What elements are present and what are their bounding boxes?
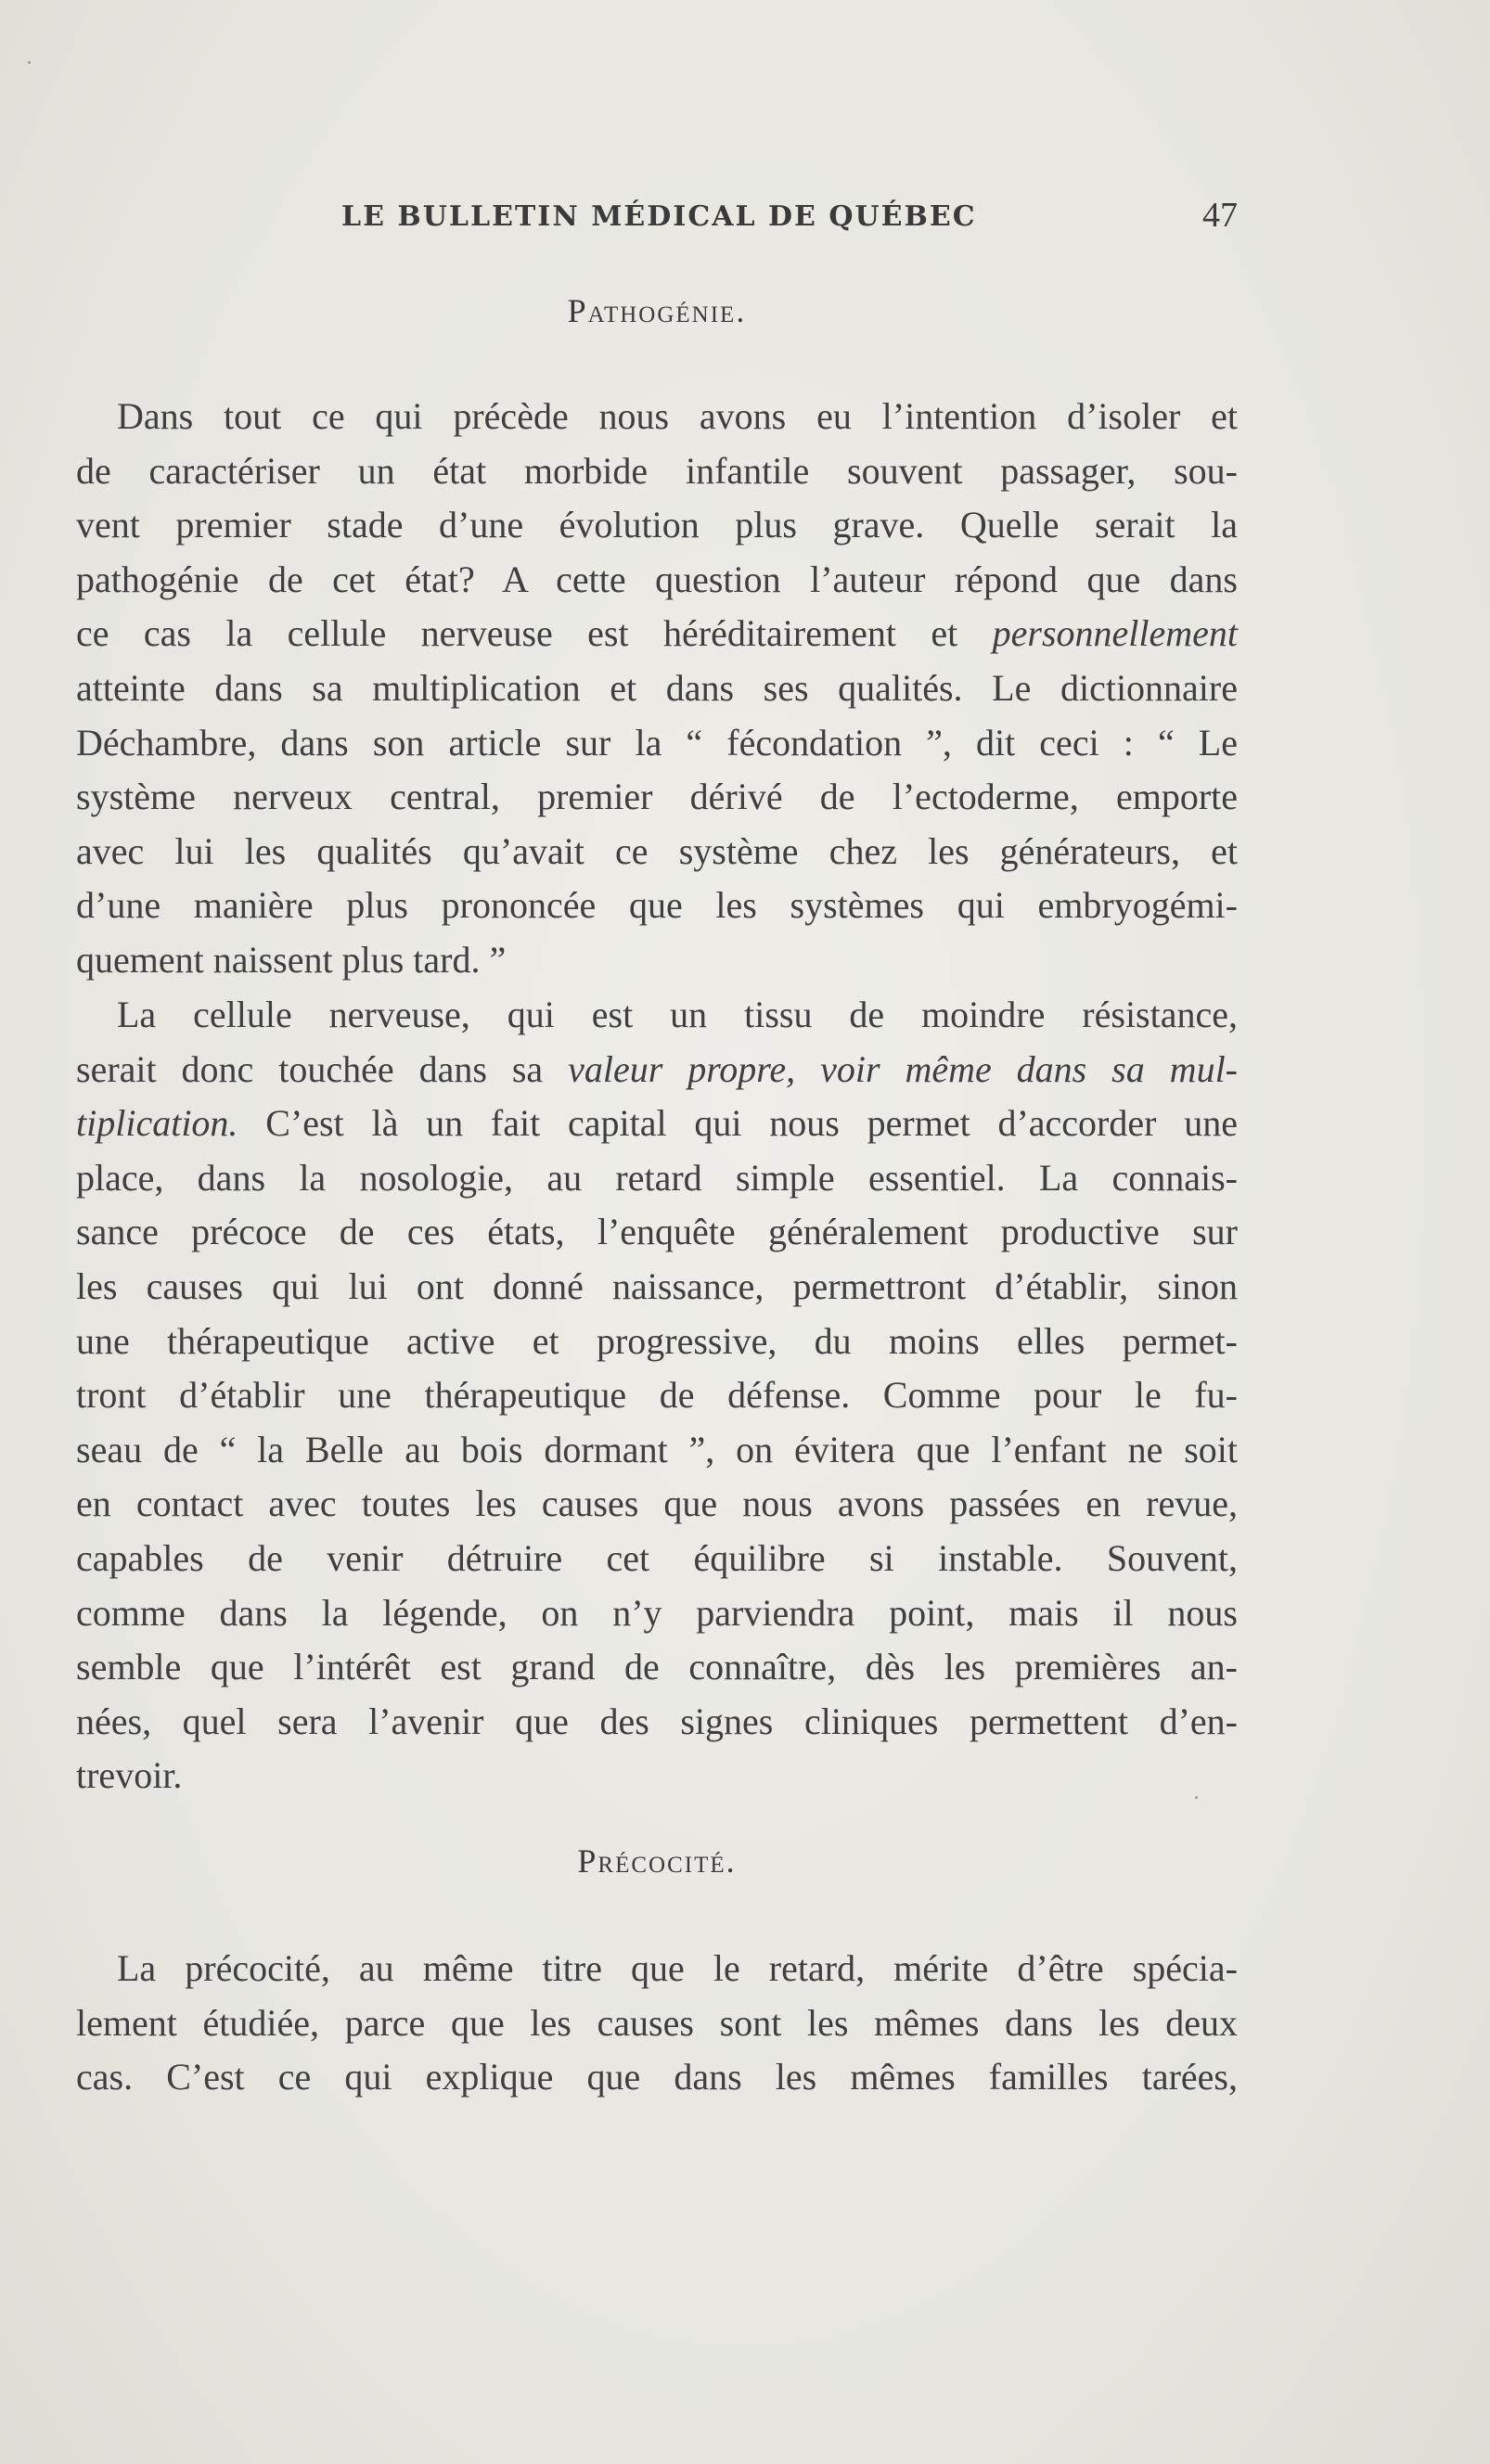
italic-text: tiplication. (76, 1102, 238, 1145)
text-line: sance précoce de ces états, l’enquête généralement productive sur (76, 1211, 1238, 1253)
text-run: C’est là un fait capital qui nous permet d’accorder une (238, 1102, 1238, 1145)
text-line: en contact avec toutes les causes que nous avons passées en revue, (76, 1482, 1238, 1525)
text-line: Dans tout ce qui précède nous avons eu l’intention d’isoler et (117, 395, 1238, 437)
running-title: LE BULLETIN MÉDICAL DE QUÉBEC (341, 200, 977, 233)
text-run: ce cas la cellule nerveuse est héréditairement et (76, 612, 993, 655)
text-line (76, 1097, 1238, 1151)
paper-speck (1195, 1796, 1198, 1799)
text-line: Déchambre, dans son article sur la “ fécondation ”, dit ceci : “ Le (76, 721, 1238, 764)
text-line: d’une manière plus prononcée que les systèmes qui embryogémi- (76, 884, 1238, 927)
text-line: La précocité, au même titre que le retard, mérite d’être spécia- (117, 1947, 1238, 1989)
text-line: capables de venir détruire cet équilibre si instable. Souvent, (76, 1536, 1238, 1579)
text-line: pathogénie de cet état? A cette question l’auteur répond que dans (76, 558, 1238, 600)
paragraph-pathogenie-1 (76, 390, 1238, 988)
text-line: tront d’établir une thérapeutique de défense. Comme pour le fu- (76, 1374, 1238, 1417)
text-line: semble que l’intérêt est grand de connaître, dès les premières an- (76, 1646, 1238, 1688)
italic-text: valeur propre, voir même dans sa mul- (568, 1047, 1239, 1090)
running-head (76, 193, 1238, 245)
text-line: avec lui les qualités qu’avait ce système chez les générateurs, et (76, 829, 1238, 872)
text-line (76, 607, 1238, 661)
text-line: cas. C’est ce qui explique que dans les mêmes familles tarées, (76, 2056, 1238, 2098)
text-line: lement étudiée, parce que les causes sont les mêmes dans les deux (76, 2001, 1238, 2044)
section-heading-pathogenie: Pathogénie. (567, 292, 747, 329)
text-line: La cellule nerveuse, qui est un tissu de moindre résistance, (117, 994, 1238, 1035)
text-run: serait donc touchée dans sa (76, 1047, 569, 1090)
text-line: comme dans la légende, on n’y parviendra point, mais il nous (76, 1591, 1238, 1634)
text-line: atteinte dans sa multiplication et dans ses qualités. Le dictionnaire (76, 666, 1238, 709)
text-line: de caractériser un état morbide infantile souvent passager, sou- (76, 449, 1238, 492)
text-line: quement naissent plus tard. ” (76, 938, 507, 981)
paragraph-precocite-1 (76, 1942, 1238, 2105)
text-line (76, 1043, 1238, 1097)
section-heading-precocite: Précocité. (577, 1842, 737, 1880)
paragraph-pathogenie-2 (76, 988, 1238, 1803)
page-number: 47 (1202, 196, 1238, 235)
text-line: les causes qui lui ont donné naissance, permettront d’établir, sinon (76, 1264, 1238, 1307)
text-line: trevoir. (76, 1754, 183, 1797)
text-line: nées, quel sera l’avenir que des signes cliniques permettent d’en- (76, 1700, 1238, 1742)
paper-speck (28, 61, 31, 64)
italic-text: personnellement (992, 612, 1238, 655)
text-line: place, dans la nosologie, au retard simple essentiel. La connais- (76, 1156, 1238, 1199)
text-line: système nerveux central, premier dérivé de l’ectoderme, emporte (76, 776, 1238, 818)
text-line: seau de “ la Belle au bois dormant ”, on évitera que l’enfant ne soit (76, 1428, 1238, 1470)
text-line: vent premier stade d’une évolution plus grave. Quelle serait la (76, 504, 1238, 546)
text-line: une thérapeutique active et progressive, du moins elles permet- (76, 1319, 1238, 1362)
